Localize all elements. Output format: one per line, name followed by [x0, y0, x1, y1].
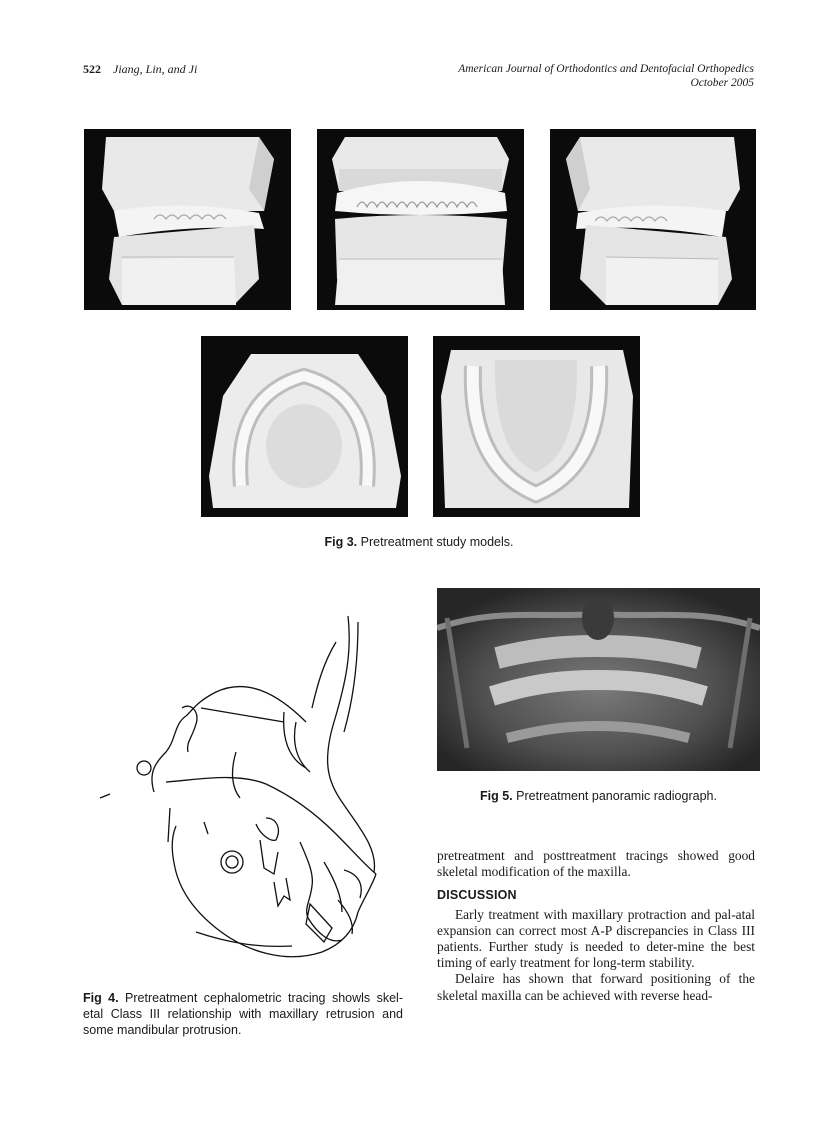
paragraph-continued: pretreatment and posttreatment tracings showed good skeletal modification of the maxilla. — [437, 848, 755, 880]
right-column-text — [437, 848, 755, 1004]
page-number: 522 — [83, 62, 101, 76]
fig3-caption — [0, 534, 838, 550]
cephalometric-tracing-drawing — [96, 612, 396, 982]
journal-title: American Journal of Orthodontics and Dentofacial Orthopedics — [458, 63, 754, 75]
study-model-left-lateral-photo — [550, 129, 756, 310]
panoramic-radiograph-image — [437, 588, 760, 771]
paragraph-early-treatment: Early treatment with maxillary protraction and pal-atal expansion can correct most A-P discrepancies in Class III patients. Further study is needed to deter-mine the best timing of early treatment for long-term stability. — [437, 906, 755, 971]
fig5-caption — [437, 788, 760, 804]
upper-occlusal-model-photo — [201, 336, 408, 517]
fig5-caption-text: Pretreatment panoramic radiograph. — [516, 789, 717, 803]
fig3-caption-text: Pretreatment study models. — [360, 535, 514, 549]
study-model-right-lateral-photo — [84, 129, 291, 310]
fig4-label: Fig 4. — [83, 991, 119, 1005]
running-journal — [458, 62, 754, 90]
section-heading-discussion: DISCUSSION — [437, 888, 517, 903]
fig5-label: Fig 5. — [480, 789, 513, 803]
fig4-caption — [83, 990, 403, 1038]
lower-occlusal-model-photo — [433, 336, 640, 517]
fig4-caption-text: Pretreatment cephalometric tracing showls skel-etal Class III relationship with maxillary retrusion and some mandibular protrusion. — [83, 991, 403, 1037]
fig3-label: Fig 3. — [324, 535, 358, 549]
paragraph-delaire: Delaire has shown that forward positioning of the skeletal maxilla can be achieved with reverse head- — [437, 971, 755, 1003]
journal-issue: October 2005 — [690, 77, 754, 89]
running-authors: Jiang, Lin, and Ji — [113, 62, 198, 76]
study-model-frontal-photo — [317, 129, 524, 310]
